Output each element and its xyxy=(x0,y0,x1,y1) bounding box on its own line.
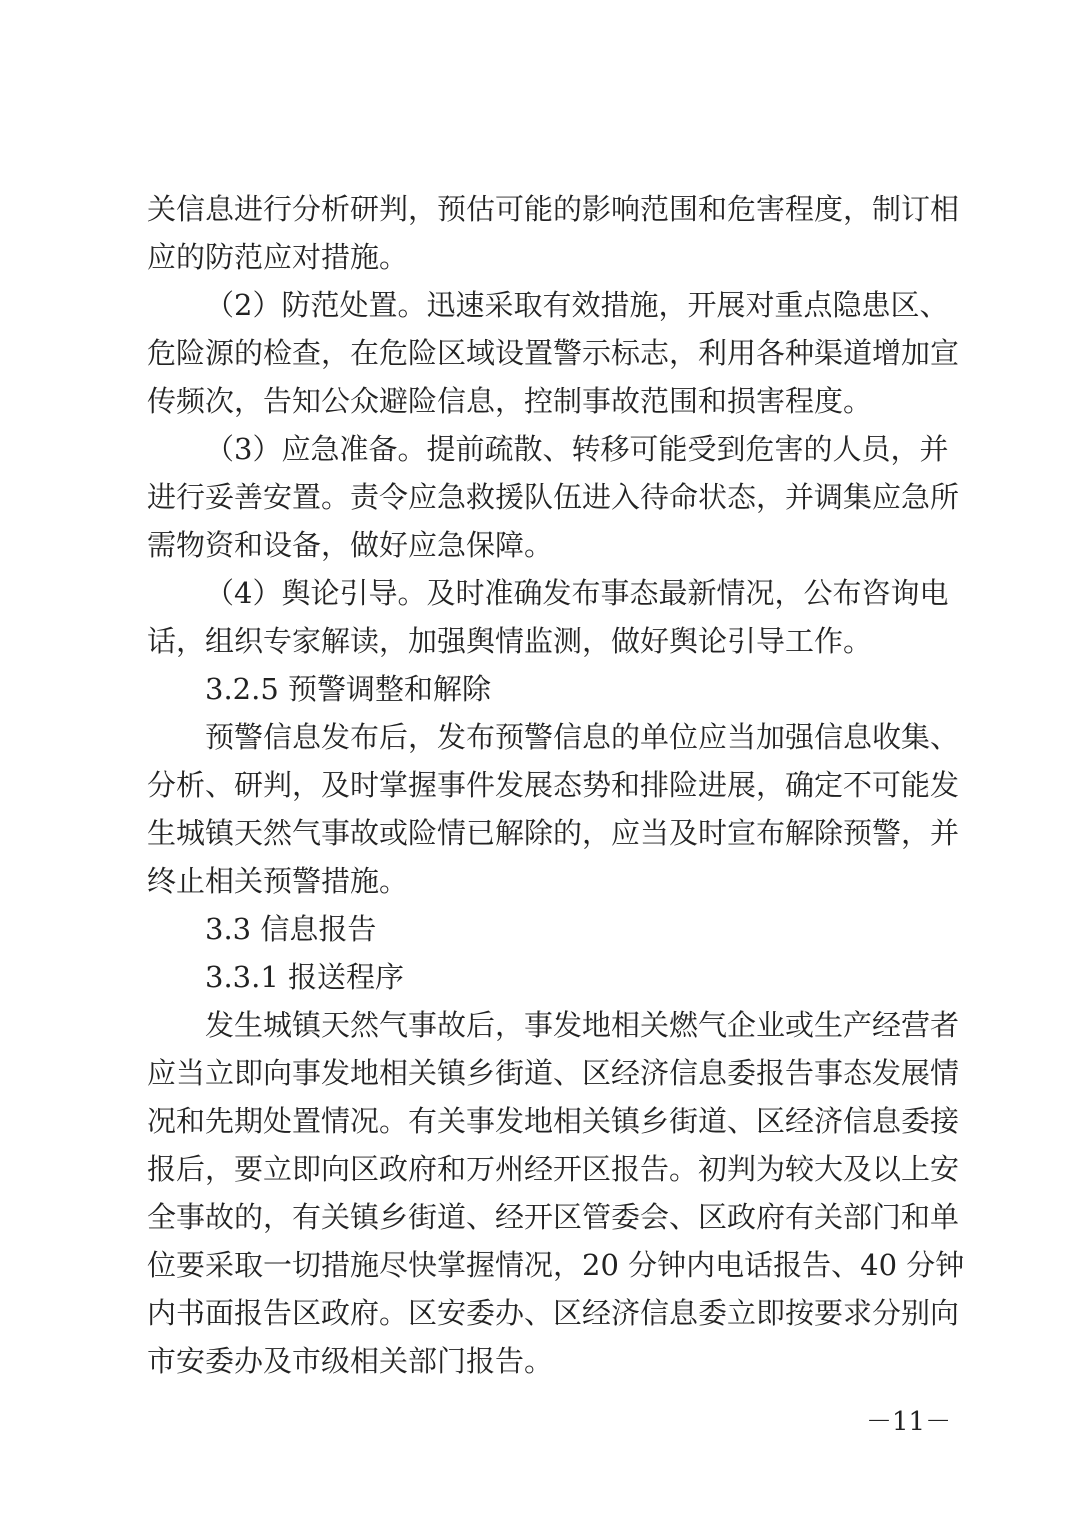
list-item-public-opinion: （4）舆论引导。及时准确发布事态最新情况，公布咨询电 xyxy=(205,576,949,610)
body-text-line: 危险源的检查，在危险区域设置警示标志，利用各种渠道增加宣 xyxy=(147,336,960,370)
body-text-line: 内书面报告区政府。区安委办、区经济信息委立即按要求分别向 xyxy=(147,1296,960,1330)
paragraph-start: 发生城镇天然气事故后，事发地相关燃气企业或生产经营者 xyxy=(205,1008,960,1042)
list-item-emergency-preparation: （3）应急准备。提前疏散、转移可能受到危害的人员，并 xyxy=(205,432,949,466)
body-text-line: 分析、研判，及时掌握事件发展态势和排险进展，确定不可能发 xyxy=(147,768,960,802)
section-heading-3-2-5: 3.2.5 预警调整和解除 xyxy=(205,672,492,706)
paragraph-start: 预警信息发布后，发布预警信息的单位应当加强信息收集、 xyxy=(205,720,960,754)
body-text-line: 应当立即向事发地相关镇乡街道、区经济信息委报告事态发展情 xyxy=(147,1056,960,1090)
body-text-line: 需物资和设备，做好应急保障。 xyxy=(147,528,554,562)
body-text-line: 关信息进行分析研判，预估可能的影响范围和危害程度，制订相 xyxy=(147,192,960,226)
body-text-line: 况和先期处置情况。有关事发地相关镇乡街道、区经济信息委接 xyxy=(147,1104,960,1138)
list-item-prevention: （2）防范处置。迅速采取有效措施，开展对重点隐患区、 xyxy=(205,288,949,322)
body-text-line: 应的防范应对措施。 xyxy=(147,240,409,274)
section-heading-3-3: 3.3 信息报告 xyxy=(205,912,377,946)
section-heading-3-3-1: 3.3.1 报送程序 xyxy=(205,960,405,994)
body-text-line: 位要采取一切措施尽快掌握情况，20 分钟内电话报告、40 分钟 xyxy=(147,1248,965,1282)
body-text-line: 传频次，告知公众避险信息，控制事故范围和损害程度。 xyxy=(147,384,873,418)
body-text-line: 报后，要立即向区政府和万州经开区报告。初判为较大及以上安 xyxy=(147,1152,960,1186)
body-text-line: 市安委办及市级相关部门报告。 xyxy=(147,1344,554,1378)
body-text-line: 全事故的，有关镇乡街道、经开区管委会、区政府有关部门和单 xyxy=(147,1200,960,1234)
page-number: －11－ xyxy=(866,1407,952,1437)
body-text-line: 话，组织专家解读，加强舆情监测，做好舆论引导工作。 xyxy=(147,624,873,658)
body-text-line: 进行妥善安置。责令应急救援队伍进入待命状态，并调集应急所 xyxy=(147,480,960,514)
body-text-line: 终止相关预警措施。 xyxy=(147,864,409,898)
body-text-line: 生城镇天然气事故或险情已解除的，应当及时宣布解除预警，并 xyxy=(147,816,960,850)
